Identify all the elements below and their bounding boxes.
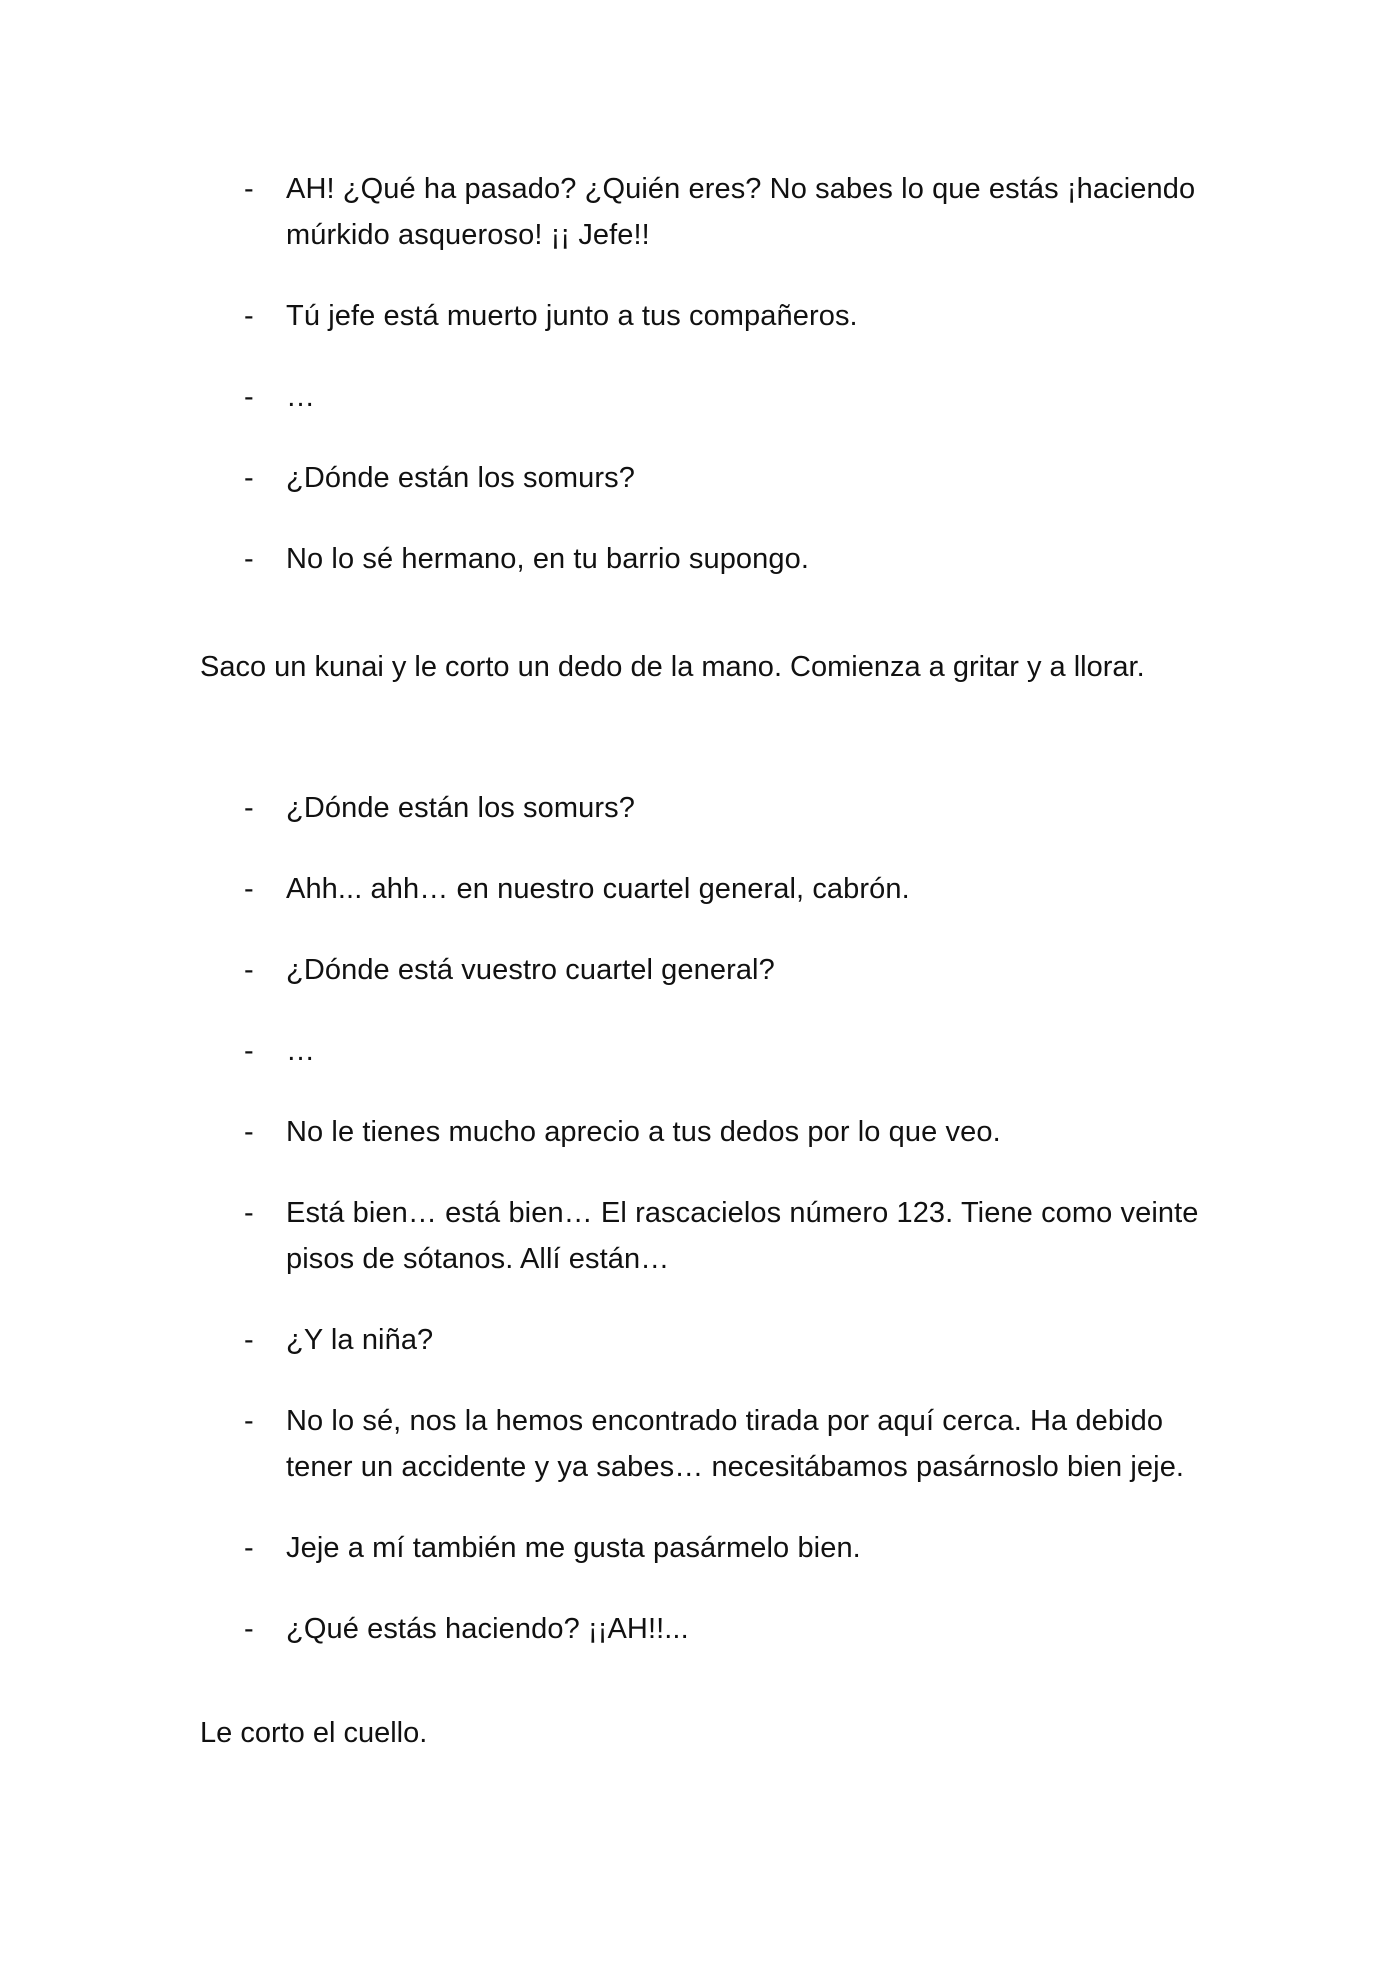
- dialogue-line: [200, 1190, 1200, 1282]
- dialogue-dash: -: [244, 1035, 254, 1067]
- dialogue-line: [200, 1028, 1200, 1074]
- dialogue-text: ¿Y la niña?: [286, 1324, 434, 1356]
- narration-paragraph: Saco un kunai y le corto un dedo de la mano. Comienza a gritar y a llorar.: [200, 651, 1145, 683]
- dialogue-dash: -: [244, 792, 254, 824]
- dialogue-text: Ahh... ahh… en nuestro cuartel general, cabrón.: [286, 873, 910, 905]
- dialogue-line: [200, 1606, 1200, 1652]
- dialogue-block-1: [200, 166, 1200, 617]
- dialogue-line: [200, 1317, 1200, 1363]
- narration-paragraph: Le corto el cuello.: [200, 1717, 428, 1749]
- dialogue-text: No lo sé hermano, en tu barrio supongo.: [286, 543, 809, 575]
- dialogue-line: [200, 1525, 1200, 1571]
- dialogue-dash: -: [244, 381, 254, 413]
- dialogue-text: …: [286, 381, 316, 413]
- dialogue-text: ¿Dónde están los somurs?: [286, 792, 635, 824]
- dialogue-dash: -: [244, 1116, 254, 1148]
- dialogue-dash: -: [244, 1613, 254, 1645]
- dialogue-dash: -: [244, 1532, 254, 1564]
- dialogue-line: [200, 166, 1200, 258]
- dialogue-dash: -: [244, 300, 254, 332]
- dialogue-line: [200, 866, 1200, 912]
- dialogue-line: [200, 785, 1200, 831]
- dialogue-text: Está bien… está bien… El rascacielos número 123. Tiene como veinte pisos de sótanos. Allí están…: [286, 1197, 1199, 1275]
- dialogue-dash: -: [244, 1324, 254, 1356]
- dialogue-text: ¿Qué estás haciendo? ¡¡AH!!...: [286, 1613, 689, 1645]
- dialogue-block-2: [200, 785, 1200, 1687]
- dialogue-line: [200, 947, 1200, 993]
- dialogue-text: No lo sé, nos la hemos encontrado tirada por aquí cerca. Ha debido tener un accidente y ya sabes… necesitábamos pasárnoslo bien jeje.: [286, 1405, 1185, 1483]
- dialogue-line: [200, 1109, 1200, 1155]
- dialogue-text: ¿Dónde están los somurs?: [286, 462, 635, 494]
- dialogue-text: ¿Dónde está vuestro cuartel general?: [286, 954, 775, 986]
- dialogue-dash: -: [244, 873, 254, 905]
- dialogue-line: [200, 536, 1200, 582]
- dialogue-dash: -: [244, 462, 254, 494]
- dialogue-text: AH! ¿Qué ha pasado? ¿Quién eres? No sabes lo que estás ¡haciendo múrkido asqueroso! ¡¡ Jefe!!: [286, 173, 1196, 251]
- dialogue-text: No le tienes mucho aprecio a tus dedos por lo que veo.: [286, 1116, 1001, 1148]
- dialogue-dash: -: [244, 954, 254, 986]
- dialogue-text: Tú jefe está muerto junto a tus compañeros.: [286, 300, 858, 332]
- dialogue-line: [200, 374, 1200, 420]
- dialogue-dash: -: [244, 173, 254, 205]
- dialogue-dash: -: [244, 1405, 254, 1437]
- dialogue-line: [200, 293, 1200, 339]
- dialogue-line: [200, 455, 1200, 501]
- dialogue-line: [200, 1398, 1200, 1490]
- dialogue-text: …: [286, 1035, 316, 1067]
- dialogue-dash: -: [244, 543, 254, 575]
- dialogue-dash: -: [244, 1197, 254, 1229]
- dialogue-text: Jeje a mí también me gusta pasármelo bien.: [286, 1532, 861, 1564]
